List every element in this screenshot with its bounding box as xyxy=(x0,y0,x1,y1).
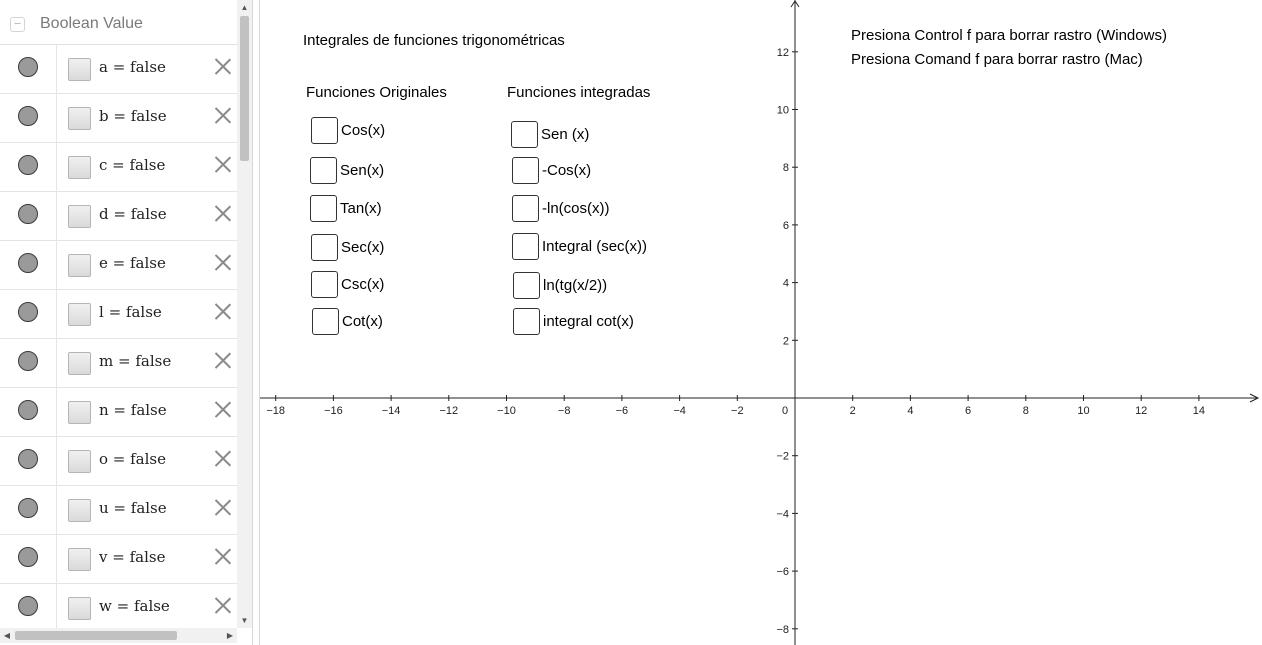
checkbox-label: Sen (x) xyxy=(541,126,590,143)
algebra-item-row[interactable] xyxy=(0,94,237,143)
checkbox-cos[interactable] xyxy=(311,117,385,144)
x-tick-label: −10 xyxy=(497,405,516,417)
boolean-checkbox[interactable] xyxy=(68,58,91,81)
visibility-toggle-cell[interactable] xyxy=(0,192,57,240)
x-tick-label: −2 xyxy=(731,405,744,417)
algebra-item-row[interactable] xyxy=(0,339,237,388)
x-tick-label: 14 xyxy=(1192,405,1206,417)
graphics-view[interactable] xyxy=(260,0,1262,645)
visibility-marble-icon[interactable] xyxy=(18,106,38,126)
checkbox-label: Tan(x) xyxy=(340,200,382,217)
x-tick-label: −16 xyxy=(324,405,343,417)
visibility-toggle-cell[interactable] xyxy=(0,437,57,485)
algebra-item-row[interactable] xyxy=(0,486,237,535)
instruction-windows: Presiona Control f para borrar rastro (Windows) xyxy=(851,27,1167,44)
y-tick-label: 12 xyxy=(776,46,789,59)
checkbox-box[interactable] xyxy=(512,233,539,260)
visibility-toggle-cell[interactable] xyxy=(0,339,57,387)
originals-header: Funciones Originales xyxy=(306,84,447,101)
boolean-expression[interactable]: n = false xyxy=(99,401,167,419)
visibility-toggle-cell[interactable] xyxy=(0,290,57,338)
visibility-marble-icon[interactable] xyxy=(18,57,38,77)
visibility-toggle-cell[interactable] xyxy=(0,143,57,191)
delete-icon[interactable] xyxy=(212,202,234,224)
boolean-checkbox[interactable] xyxy=(68,499,91,522)
boolean-checkbox[interactable] xyxy=(68,352,91,375)
algebra-item-row[interactable] xyxy=(0,535,237,584)
scroll-down-arrow-icon[interactable]: ▼ xyxy=(240,616,249,625)
checkbox-box[interactable] xyxy=(311,117,338,144)
checkbox-label: Sen(x) xyxy=(340,162,385,179)
y-tick-label: 6 xyxy=(782,219,789,232)
checkbox-box[interactable] xyxy=(312,308,339,335)
boolean-checkbox[interactable] xyxy=(68,597,91,620)
visibility-toggle-cell[interactable] xyxy=(0,486,57,534)
boolean-checkbox[interactable] xyxy=(68,450,91,473)
algebra-vertical-scrollbar[interactable] xyxy=(237,0,252,628)
boolean-expression[interactable]: l = false xyxy=(99,303,162,321)
checkbox-box[interactable] xyxy=(513,308,540,335)
x-tick-label: −18 xyxy=(266,405,286,417)
boolean-checkbox[interactable] xyxy=(68,156,91,179)
y-tick-label: 2 xyxy=(782,335,789,348)
checkbox-box[interactable] xyxy=(311,271,338,298)
visibility-marble-icon[interactable] xyxy=(18,400,38,420)
scroll-left-arrow-icon[interactable]: ◀ xyxy=(3,631,11,640)
x-tick-label: 12 xyxy=(1135,405,1148,417)
delete-icon[interactable] xyxy=(212,300,234,322)
visibility-marble-icon[interactable] xyxy=(18,351,38,371)
checkbox-int-sen[interactable] xyxy=(512,157,591,184)
algebra-group-header xyxy=(0,0,237,45)
integrated-header: Funciones integradas xyxy=(507,84,651,101)
checkbox-box[interactable] xyxy=(512,157,539,184)
visibility-marble-icon[interactable] xyxy=(18,596,38,616)
x-tick-label: −4 xyxy=(673,405,686,417)
checkbox-int-cos[interactable] xyxy=(511,121,589,148)
visibility-toggle-cell[interactable] xyxy=(0,94,57,142)
boolean-expression[interactable]: e = false xyxy=(99,254,166,272)
y-tick-label: −2 xyxy=(776,450,789,463)
checkbox-box[interactable] xyxy=(511,121,538,148)
visibility-toggle-cell[interactable] xyxy=(0,388,57,436)
scroll-up-arrow-icon[interactable]: ▲ xyxy=(240,3,249,12)
scroll-right-arrow-icon[interactable]: ▶ xyxy=(226,631,234,640)
checkbox-label: -ln(cos(x)) xyxy=(542,200,610,217)
delete-icon[interactable] xyxy=(212,153,234,175)
x-tick-label: 6 xyxy=(965,405,972,417)
checkbox-box[interactable] xyxy=(311,234,338,261)
boolean-expression[interactable]: m = false xyxy=(99,352,172,370)
visibility-marble-icon[interactable] xyxy=(18,449,38,469)
delete-icon[interactable] xyxy=(212,496,234,518)
checkbox-sec[interactable] xyxy=(311,234,384,261)
algebra-view xyxy=(0,0,252,645)
x-tick-label: −14 xyxy=(381,405,401,417)
checkbox-label: Cot(x) xyxy=(342,313,383,330)
checkbox-label: ln(tg(x/2)) xyxy=(543,277,608,294)
boolean-checkbox[interactable] xyxy=(68,254,91,277)
visibility-toggle-cell[interactable] xyxy=(0,241,57,289)
visibility-toggle-cell[interactable] xyxy=(0,584,57,632)
boolean-expression[interactable]: v = false xyxy=(99,548,166,566)
algebra-item-row[interactable] xyxy=(0,143,237,192)
checkbox-csc[interactable] xyxy=(311,271,384,298)
boolean-checkbox[interactable] xyxy=(68,303,91,326)
checkbox-label: integral cot(x) xyxy=(543,313,634,330)
boolean-expression[interactable]: w = false xyxy=(99,597,170,615)
instruction-mac: Presiona Comand f para borrar rastro (Mac) xyxy=(851,51,1143,68)
delete-icon[interactable] xyxy=(212,398,234,420)
visibility-marble-icon[interactable] xyxy=(18,498,38,518)
visibility-marble-icon[interactable] xyxy=(18,204,38,224)
checkbox-box[interactable] xyxy=(310,195,337,222)
checkbox-label: Cos(x) xyxy=(341,122,386,139)
boolean-expression[interactable]: c = false xyxy=(99,156,166,174)
checkbox-int-tan[interactable] xyxy=(512,195,610,222)
boolean-expression[interactable]: b = false xyxy=(99,107,167,125)
algebra-group-title: Boolean Value xyxy=(40,15,143,32)
checkbox-int-cot[interactable] xyxy=(513,308,634,335)
page-title: Integrales de funciones trigonométricas xyxy=(303,32,565,49)
panel-splitter[interactable] xyxy=(252,0,260,645)
delete-icon[interactable] xyxy=(212,349,234,371)
boolean-expression[interactable]: u = false xyxy=(99,499,167,517)
x-tick-label: −12 xyxy=(439,405,459,417)
boolean-checkbox[interactable] xyxy=(68,205,91,228)
checkbox-box[interactable] xyxy=(310,157,337,184)
y-tick-label: 4 xyxy=(782,277,789,290)
delete-icon[interactable] xyxy=(212,594,234,616)
checkbox-label: Integral (sec(x)) xyxy=(542,238,648,255)
algebra-item-row[interactable] xyxy=(0,584,237,633)
y-tick-label: −6 xyxy=(776,566,789,579)
checkbox-sen[interactable] xyxy=(310,157,384,184)
algebra-item-row[interactable] xyxy=(0,437,237,486)
delete-icon[interactable] xyxy=(212,447,234,469)
y-tick-label: −4 xyxy=(776,508,789,521)
boolean-checkbox[interactable] xyxy=(68,107,91,130)
algebra-item-row[interactable] xyxy=(0,192,237,241)
checkbox-label: Csc(x) xyxy=(341,276,385,293)
boolean-expression[interactable]: o = false xyxy=(99,450,167,468)
visibility-marble-icon[interactable] xyxy=(18,547,38,567)
checkbox-label: -Cos(x) xyxy=(542,162,592,179)
x-tick-label: 2 xyxy=(849,405,856,417)
x-tick-label: 0 xyxy=(781,405,789,417)
x-tick-label: 4 xyxy=(907,405,914,417)
checkbox-int-sec[interactable] xyxy=(512,233,647,260)
checkbox-tan[interactable] xyxy=(310,195,382,222)
scroll-thumb[interactable] xyxy=(240,16,249,161)
boolean-checkbox[interactable] xyxy=(68,548,91,571)
scroll-thumb-horizontal[interactable] xyxy=(15,631,177,640)
delete-icon[interactable] xyxy=(212,55,234,77)
algebra-item-row[interactable] xyxy=(0,290,237,339)
x-tick-label: 10 xyxy=(1077,405,1090,417)
visibility-marble-icon[interactable] xyxy=(18,302,38,322)
checkbox-box[interactable] xyxy=(512,195,539,222)
checkbox-int-csc[interactable] xyxy=(513,272,607,299)
algebra-item-row[interactable] xyxy=(0,241,237,290)
checkbox-label: Sec(x) xyxy=(341,239,385,256)
boolean-expression[interactable]: a = false xyxy=(99,58,166,76)
delete-icon[interactable] xyxy=(212,251,234,273)
boolean-checkbox[interactable] xyxy=(68,401,91,424)
delete-icon[interactable] xyxy=(212,104,234,126)
visibility-toggle-cell[interactable] xyxy=(0,45,57,93)
y-tick-label: 8 xyxy=(782,162,789,175)
checkbox-box[interactable] xyxy=(513,272,540,299)
visibility-toggle-cell[interactable] xyxy=(0,535,57,583)
x-tick-label: 8 xyxy=(1022,405,1029,417)
algebra-horizontal-scrollbar[interactable] xyxy=(0,628,237,643)
algebra-item-row[interactable] xyxy=(0,388,237,437)
x-tick-label: −6 xyxy=(615,405,629,417)
visibility-marble-icon[interactable] xyxy=(18,155,38,175)
algebra-item-row[interactable] xyxy=(0,45,237,94)
y-tick-label: −8 xyxy=(776,623,789,636)
collapse-group-icon[interactable]: − xyxy=(10,17,25,32)
delete-icon[interactable] xyxy=(212,545,234,567)
x-tick-label: −8 xyxy=(557,405,571,417)
checkbox-cot[interactable] xyxy=(312,308,383,335)
boolean-expression[interactable]: d = false xyxy=(99,205,167,223)
y-tick-label: 10 xyxy=(776,104,789,117)
visibility-marble-icon[interactable] xyxy=(18,253,38,273)
